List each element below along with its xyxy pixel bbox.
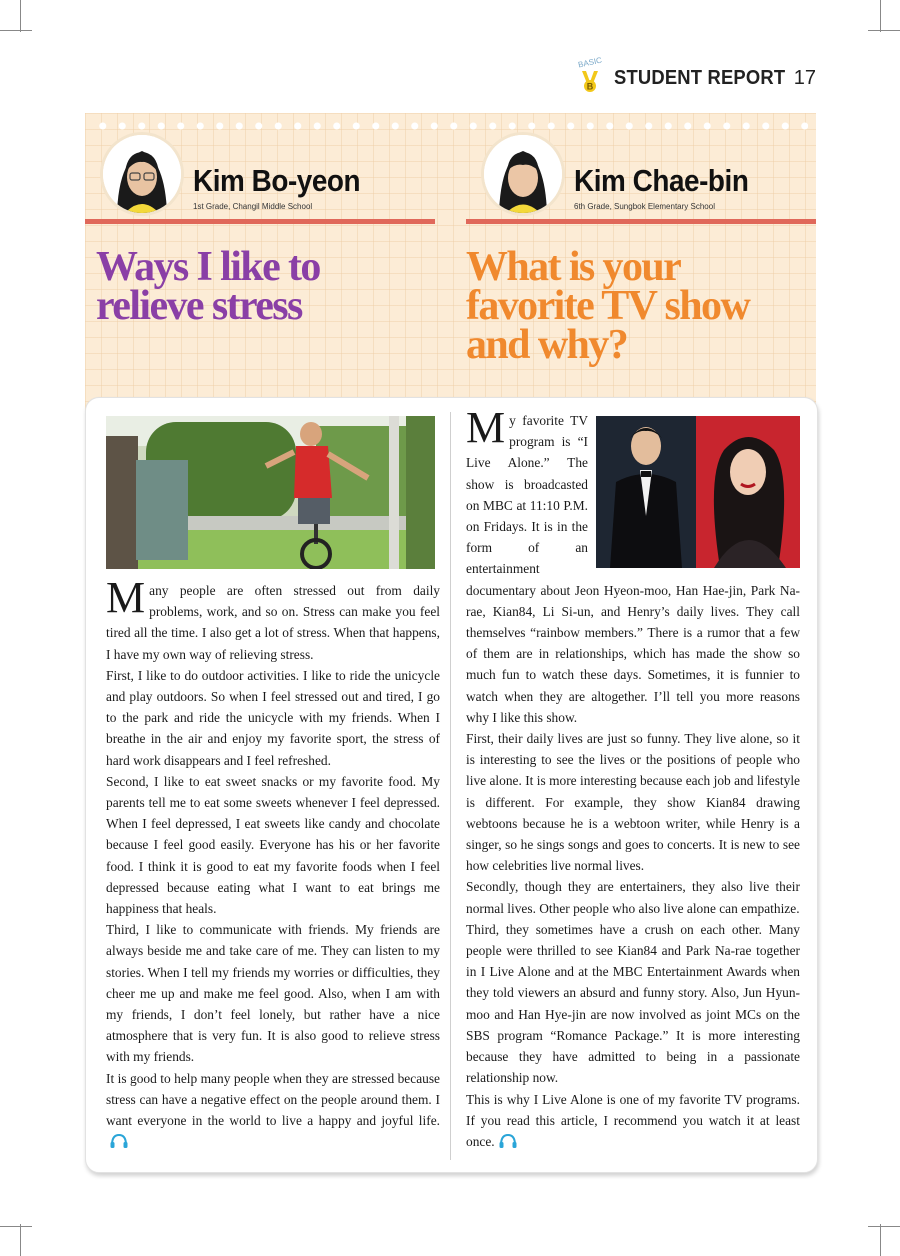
article-paragraph bbox=[466, 1089, 800, 1153]
article-paragraph: First, I like to do outdoor activities. I like to ride the unicycle and play outdoors. So when I feel stressed out and tired, I go to the park and ride the unicycle with my friends. When I breathe in the air and enjoy my favorite sport, the stress of hard work disappears and I feel refreshed. bbox=[106, 667, 440, 768]
author-school: 1st Grade, Changil Middle School bbox=[193, 202, 313, 211]
article-title-right: What is your favorite TV show and why? bbox=[466, 244, 750, 368]
crop-mark bbox=[868, 1226, 900, 1227]
headphones-icon bbox=[109, 1133, 129, 1149]
crop-mark bbox=[868, 30, 900, 31]
paragraph-text: any people are often stressed out from daily problems, work, and so on. Stress can make you feel tired all the time. I also get a lot of stress. When that happens, I have my own way of relieving stress. bbox=[106, 583, 440, 662]
crop-mark bbox=[0, 30, 32, 31]
name-rule bbox=[85, 219, 435, 224]
boy-riding-unicycle-photo bbox=[106, 416, 435, 569]
headphones-icon bbox=[498, 1133, 518, 1149]
photo-spacer bbox=[588, 410, 800, 568]
article-paragraph: Third, I like to communicate with friends. My friends are always beside me and take care of me. They can listen to my stories. When I tell my friends my worries or difficulties, they cheer me up and make me feel good. Also, when I am with my friends, I don’t feel lonely, but rather have a nice atmosphere that is very fun. It is also good to relieve stress with my friends. bbox=[106, 922, 440, 1065]
crop-mark bbox=[880, 1224, 881, 1256]
girl-portrait-icon bbox=[103, 135, 181, 213]
author-block-left bbox=[85, 133, 435, 223]
girl-portrait-icon bbox=[484, 135, 562, 213]
badge-word: BASIC bbox=[576, 55, 603, 70]
basic-badge bbox=[576, 55, 606, 98]
crop-mark bbox=[880, 0, 881, 32]
article-body-left bbox=[106, 573, 440, 1152]
author-photo bbox=[103, 135, 181, 213]
author-name: Kim Bo-yeon bbox=[193, 163, 361, 198]
badge-letter: B bbox=[586, 81, 593, 92]
article-paragraph bbox=[106, 573, 440, 665]
author-school: 6th Grade, Sungbok Elementary School bbox=[574, 202, 715, 211]
paragraph-text: This is why I Live Alone is one of my favorite TV programs. If you read this article, I recommend you watch it at least once. bbox=[466, 1091, 800, 1149]
article-paragraph bbox=[106, 1068, 440, 1153]
article-paragraph: First, their daily lives are just so funny. They live alone, so it is interesting to see the lives or the positions of people who live alone. It is more interesting because each job and lifestyle is different. For example, they show Kian84 drawing webtoons because he is a webtoon writer, while Henry is a singer, so he sings songs and goes to concerts. It is new to see how celebrities live normal lives. bbox=[466, 731, 800, 874]
crop-mark bbox=[20, 1224, 21, 1256]
article-paragraph: Second, I like to eat sweet snacks or my favorite food. My parents tell me to eat some sweets whenever I feel depressed. When I feel depressed, I eat sweets like candy and chocolate because I feel good easily. Everyone has his or her favorite food. I think it is good to eat my favorite foods when I feel depressed because eating what I want to eat brings me happiness that heals. bbox=[106, 773, 440, 917]
section-label: STUDENT REPORT bbox=[613, 66, 785, 89]
paragraph-text: It is good to help many people when they are stressed because stress can have a negative effect on the people around them. I want everyone in the world to live a happy and joyful life. bbox=[106, 1070, 440, 1129]
drop-cap: M bbox=[466, 403, 506, 452]
article-paragraph: Third, they sometimes have a crush on each other. Many people were thrilled to see Kian84 and Park Na-rae together in I Live Alone and at the MBC Entertainment Awards when they told viewers an absurd and funny story. Also, Jun Hyun-moo and Han Hye-jin are now involved as joint MCs on the SBS program “Romance Package.” It is more interesting because they have admitted to being in a passionate relationship now. bbox=[466, 921, 800, 1086]
author-block-right bbox=[466, 133, 816, 223]
drop-cap: M bbox=[106, 573, 146, 622]
author-name: Kim Chae-bin bbox=[574, 163, 749, 198]
article-paragraph: Secondly, though they are entertainers, they also live their normal lives. Other people who also live alone can empathize. bbox=[466, 879, 800, 916]
crop-mark bbox=[0, 1226, 32, 1227]
column-divider bbox=[450, 412, 451, 1160]
notebook-holes bbox=[93, 120, 808, 132]
author-photo bbox=[484, 135, 562, 213]
name-rule bbox=[466, 219, 816, 224]
crop-mark bbox=[20, 0, 21, 32]
unicycle-photo-icon bbox=[106, 416, 435, 569]
basic-badge-icon bbox=[580, 69, 600, 93]
article-body-right bbox=[466, 403, 800, 1152]
paragraph-text: y favorite TV program is “I Live Alone.” The show is broadcasted on MBC at 11:10 P.M. on Fridays. It is in the form of an entertainment documentary about Jeon Hyeon-moo, Han Hae-jin, Park Na-rae, Kian84, Li Si-un, and Henry’s daily lives. They call themselves “rainbow members.” There is a rumor that a few of them are in relationships, which has made the show so much fun to watch these days. Sometimes, it is funnier to watch when they are altogether. I’ll tell you more reasons why I like this show. bbox=[466, 413, 800, 725]
page-header bbox=[576, 55, 816, 98]
article-title-left: Ways I like to relieve stress bbox=[96, 244, 320, 329]
page-number: 17 bbox=[793, 66, 816, 89]
